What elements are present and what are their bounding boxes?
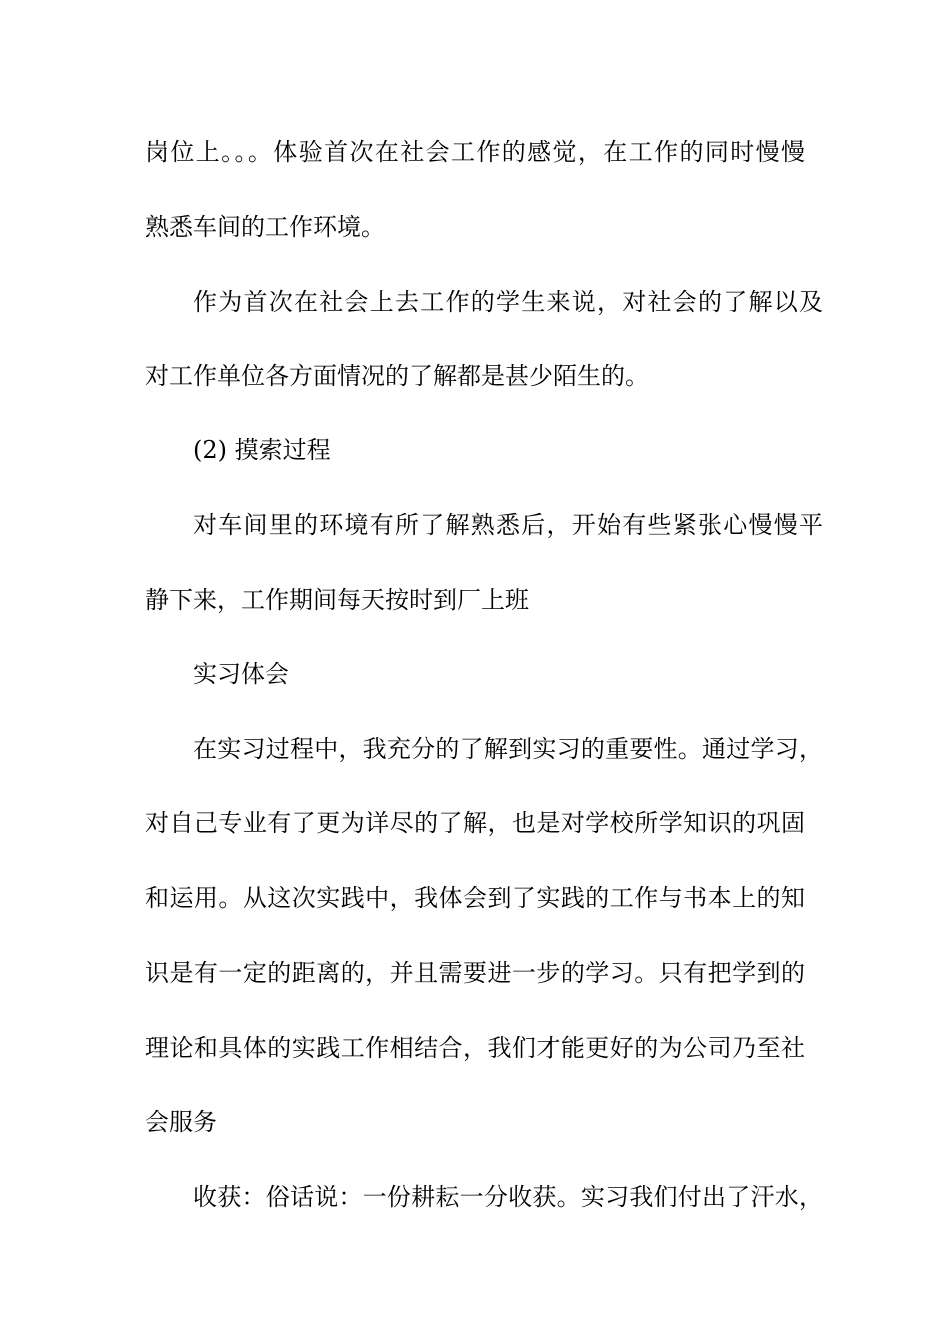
body-text-line: 熟悉车间的工作环境。 xyxy=(145,213,385,241)
section-heading: (2) 摸索过程 xyxy=(193,436,331,464)
body-text-line: 识是有一定的距离的，并且需要进一步的学习。只有把学到的 xyxy=(145,959,805,987)
body-text-line: 岗位上。。。体验首次在社会工作的感觉，在工作的同时慢慢 xyxy=(145,138,805,166)
body-text-line: 会服务 xyxy=(145,1108,217,1136)
body-text-line: 收获：俗话说：一份耕耘一分收获。实习我们付出了汗水， xyxy=(193,1183,823,1211)
body-text-line: 静下来，工作期间每天按时到厂上班 xyxy=(145,586,529,614)
body-text-line: 对自己专业有了更为详尽的了解，也是对学校所学知识的巩固 xyxy=(145,809,805,837)
section-heading: 实习体会 xyxy=(193,660,289,688)
body-text-line: 在实习过程中，我充分的了解到实习的重要性。通过学习， xyxy=(193,735,823,763)
body-text-line: 理论和具体的实践工作相结合，我们才能更好的为公司乃至社 xyxy=(145,1034,805,1062)
body-text-line: 和运用。从这次实践中，我体会到了实践的工作与书本上的知 xyxy=(145,884,805,912)
body-text-line: 对车间里的环境有所了解熟悉后，开始有些紧张心慢慢平 xyxy=(193,511,823,539)
body-text-line: 作为首次在社会上去工作的学生来说，对社会的了解以及 xyxy=(193,288,823,316)
body-text-line: 对工作单位各方面情况的了解都是甚少陌生的。 xyxy=(145,362,649,390)
